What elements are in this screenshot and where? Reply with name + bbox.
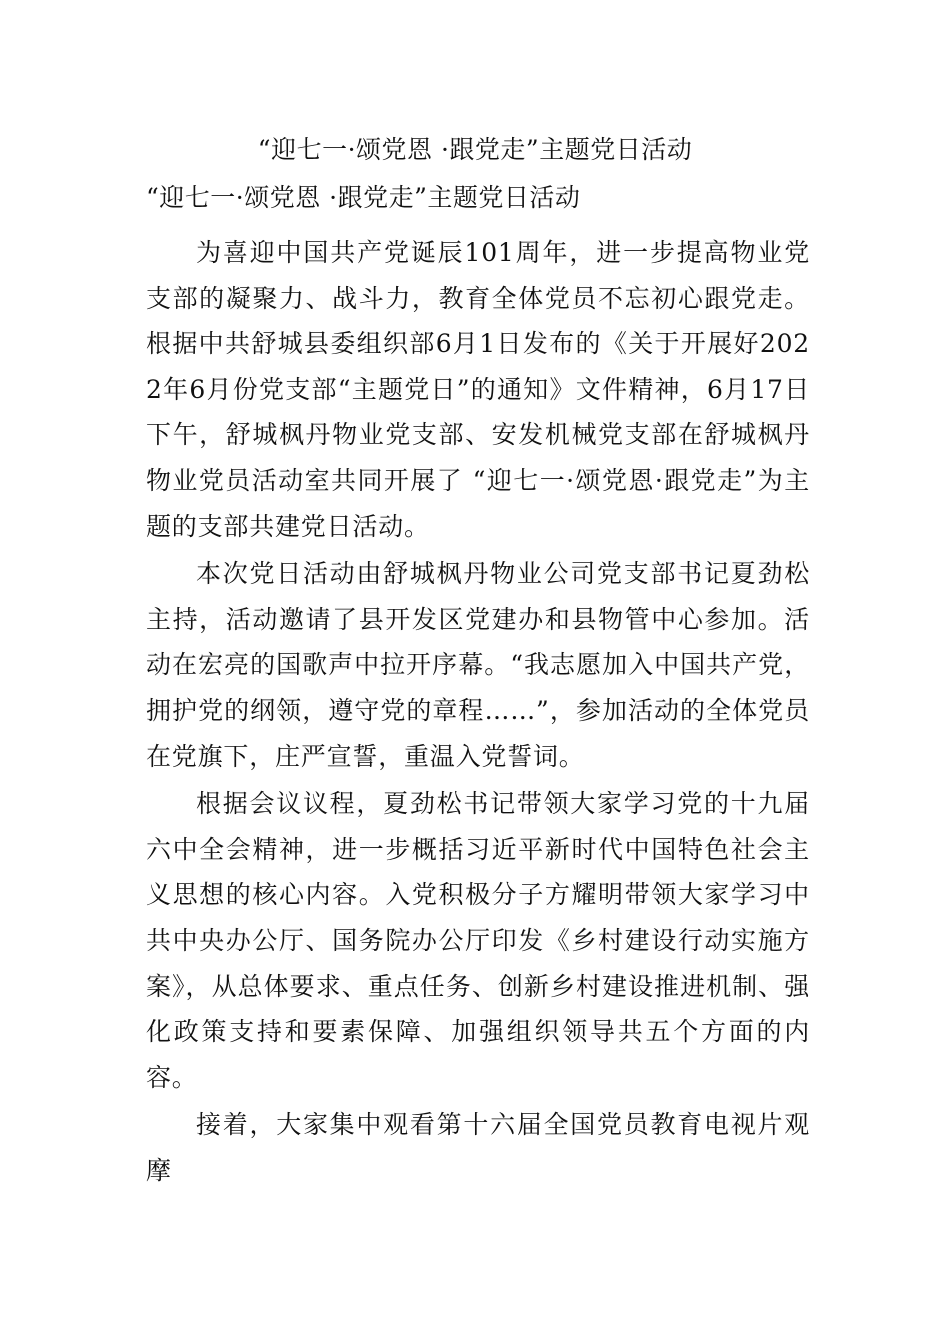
paragraph: 根据会议议程，夏劲松书记带领大家学习党的十九届六中全会精神，进一步概括习近平新时代中国特色社会主义思想的核心内容。入党积极分子方耀明带领大家学习中共中央办公厅、国务院办公厅印发《乡村建设行动实施方案》，从总体要求、重点任务、创新乡村建设推进机制、强化政策支持和要素保障、加强组织领导共五个方面的内容。 — [146, 789, 810, 1092]
document-subtitle: “迎七一·颂党恩 ·跟党走”主题党日活动 — [146, 183, 581, 212]
paragraph: 为喜迎中国共产党诞辰101周年，进一步提高物业党支部的凝聚力、战斗力，教育全体党员不忘初心跟党走。根据中共舒城县委组织部6月1日发布的《关于开展好2022年6月份党支部“主题党日”的通知》文件精神，6月17日下午，舒城枫丹物业党支部、安发机械党支部在舒城枫丹物业党员活动室共同开展了 “迎七一·颂党恩·跟党走”为主题的支部共建党日活动。 — [146, 238, 810, 541]
paragraph: 本次党日活动由舒城枫丹物业公司党支部书记夏劲松主持，活动邀请了县开发区党建办和县物管中心参加。活动在宏亮的国歌声中拉开序幕。“我志愿加入中国共产党，拥护党的纲领，遵守党的章程……”，参加活动的全体党员在党旗下，庄严宣誓，重温入党誓词。 — [146, 559, 810, 771]
document-title: “迎七一·颂党恩 ·跟党走”主题党日活动 — [257, 135, 693, 164]
paragraph: 接着，大家集中观看第十六届全国党员教育电视片观摩 — [146, 1110, 810, 1185]
document-body — [146, 230, 810, 1195]
